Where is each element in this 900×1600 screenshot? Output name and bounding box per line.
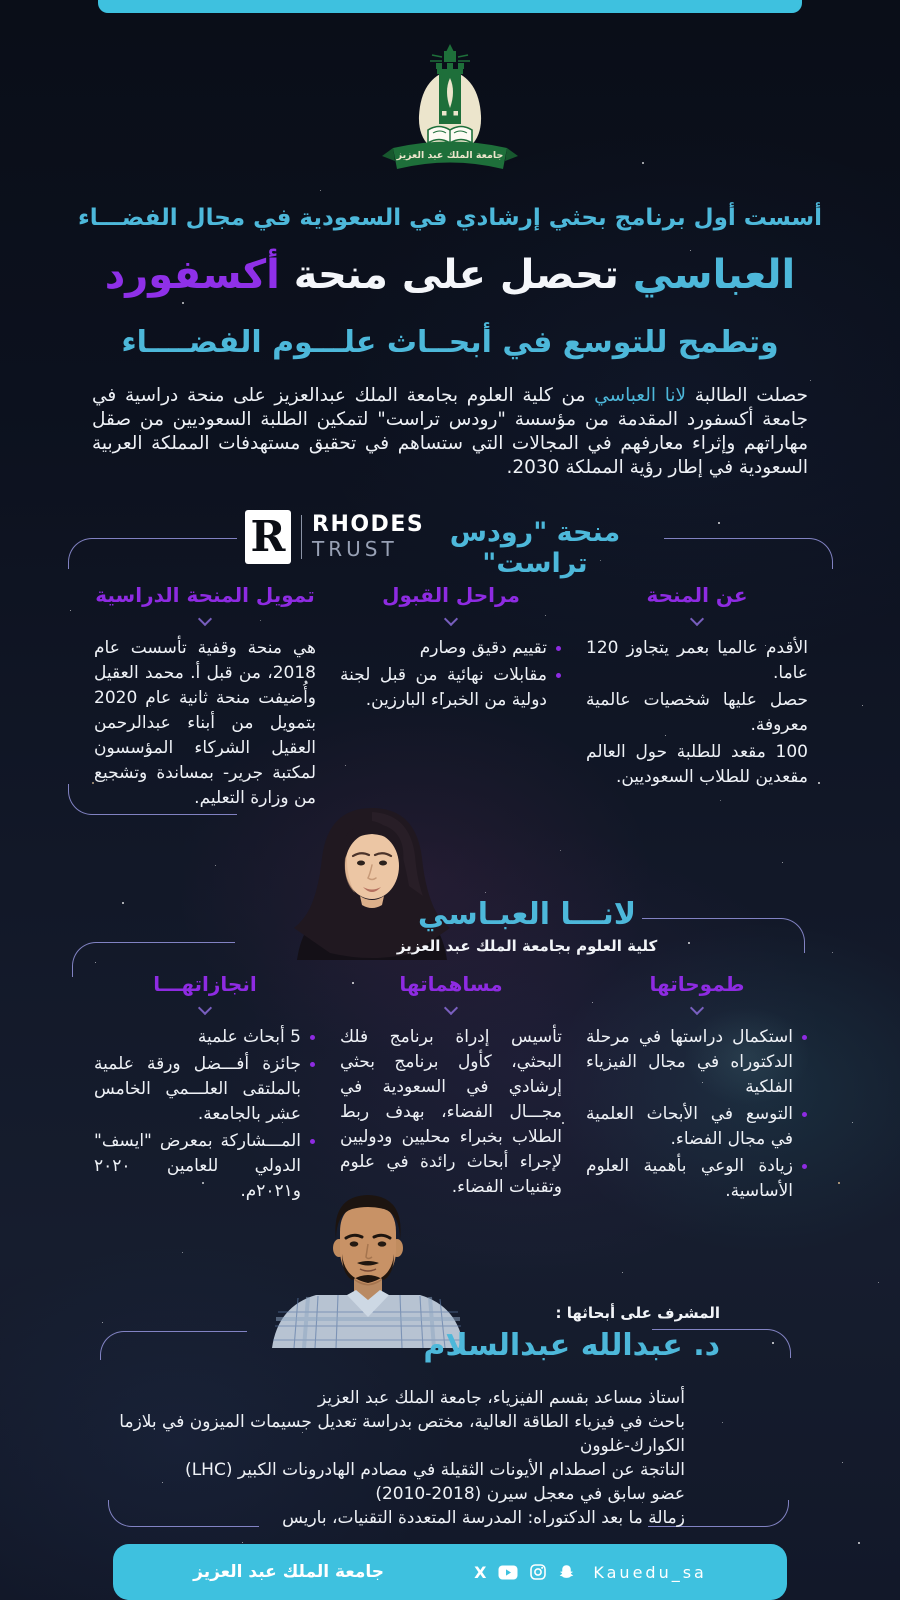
lana-header	[377, 897, 677, 955]
section-bracket	[664, 538, 833, 569]
chevron-down-icon	[444, 612, 458, 626]
rhodes-word: RHODES	[312, 511, 425, 537]
list-item: مقابلات نهائية من قبل لجنة دولية من الخبراء البارزين.	[340, 663, 562, 713]
column-about-grant	[586, 583, 808, 811]
column-achievements	[94, 972, 316, 1206]
list-item: حصل عليها شخصيات عالمية معروفة.	[586, 690, 808, 735]
chevron-down-icon	[198, 612, 212, 626]
man-portrait-icon	[252, 1190, 484, 1348]
bio-line: باحث في فيزياء الطاقة العالية، مختص بدراسة تعديل جسيمات الميزون في بلازما الكوارك-غلوون	[119, 1412, 685, 1456]
list-item: زيادة الوعي بأهمية العلوم الأساسية.	[586, 1154, 808, 1204]
lana-name: لانـــا العبـاسي	[417, 897, 637, 932]
rhodes-r-mark-icon	[245, 510, 291, 564]
footer-social-handle: Kauedu_sa	[593, 1562, 707, 1582]
bio-line: زمالة ما بعد الدكتوراه: المدرسة المتعددة التقنيات، باريس	[282, 1508, 685, 1528]
headline-middle: تحصل على منحة	[279, 252, 619, 298]
column-admission-stages	[340, 583, 562, 811]
headline-bottom-line: وتطمح للتوسع في أبحــاث علـــوم الفضــــاء	[121, 325, 779, 360]
supervisor-label: المشرف على أبحاثها :	[555, 1304, 720, 1322]
kau-banner-text: جامعة الملك عبد العزيز	[396, 150, 504, 161]
list-item: المـــشاركة بمعرض "ايسف" الدولي للعامين ٢٠٢٠ و٢٠٢١م.	[94, 1129, 316, 1204]
section-bracket	[68, 538, 237, 569]
chevron-down-icon	[198, 1001, 212, 1015]
column-contributions	[340, 972, 562, 1206]
student-name-highlight: لانا العباسي	[594, 385, 687, 406]
list-item: الأقدم عالميا بعمر يتجاوز 120 عاما.	[586, 638, 808, 683]
column-heading: مراحل القبول	[382, 583, 520, 607]
list-item: جائزة أفـــضل ورقة علمية بالملتقى العلـــمي الخامس عشر بالجامعة.	[94, 1052, 316, 1127]
logo-divider	[301, 515, 302, 559]
list-item: تقييم دقيق وصارم	[340, 636, 562, 661]
x-twitter-icon: X	[474, 1562, 487, 1582]
column-paragraph: هي منحة وقفية تأسست عام 2018، من قبل أ. محمد العقيل وأُضيفت منحة ثانية عام 2020 بتمويل من أبناء عبدالرحمن العقيل الشركاء المؤسسون لمكتبة جرير- بمساندة وتشجيع من وزارة التعليم.	[94, 638, 316, 808]
column-heading: طموحاتها	[649, 972, 745, 996]
list-item: 5 أبحاث علمية	[94, 1025, 316, 1050]
bio-line: عضو سابق في معجل سيرن (2018-2010)	[375, 1484, 685, 1504]
rhodes-letter: R	[250, 512, 286, 561]
headline-main-line	[50, 252, 850, 298]
lana-columns	[92, 972, 808, 1206]
list-item: 100 مقعد للطلبة حول العالم مقعدين للطلاب السعوديين.	[586, 742, 808, 787]
intro-text: من كلية العلوم بجامعة الملك عبدالعزيز على منحة دراسية في جامعة أكسفورد المقدمة من مؤسسة "رودس تراست" لتمكين الطلبة السعوديين من صقل مهاراتهم وإثراء معارفهم في المجالات التي ستساهم في تحقيق مستهدفات المملكة العربية السعودية في إطار رؤية المملكة 2030.	[92, 385, 808, 478]
snapchat-icon	[558, 1564, 575, 1581]
section-bracket	[100, 1331, 247, 1360]
list-item: التوسع في الأبحاث العلمية في مجال الفضاء.	[586, 1102, 808, 1152]
starfield-layer	[0, 0, 2, 2]
kau-emblem-icon	[375, 44, 525, 184]
bio-line: الناتجة عن اصطدام الأيونات الثقيلة في مصادم الهادرونات الكبير (LHC)	[185, 1460, 685, 1480]
headline-top-line: أسست أول برنامج بحثي إرشادي في السعودية في مجال الفضـــاء	[77, 205, 823, 231]
supervisor-name: د. عبدالله عبدالسلام	[423, 1328, 720, 1363]
intro-text: حصلت الطالبة	[686, 385, 808, 406]
list-item: استكمال دراستها في مرحلة الدكتوراه في مجال الفيزياء الفلكية	[586, 1025, 808, 1100]
column-heading: انجازاتهـــا	[153, 972, 257, 996]
top-accent-bar	[98, 0, 802, 13]
column-grant-funding	[94, 583, 316, 811]
footer-bar	[113, 1544, 787, 1600]
column-heading: عن المنحة	[646, 583, 748, 607]
rhodes-section-title: منحة "رودس تراست"	[449, 517, 621, 579]
column-paragraph: تأسيس إدراة برنامج فلك البحثي، كأول برنامج بحثي إرشادي في السعودية في مجـــال الفضاء، بهدف ربط الطلاب بخبراء محليين ودوليين لإجراء أبحاث رائدة في علوم وتقنيات الفضاء.	[340, 1027, 562, 1197]
rhodes-columns	[92, 583, 808, 811]
chevron-down-icon	[444, 1001, 458, 1015]
headline-oxford: أكسفورد	[104, 252, 280, 298]
trust-word: TRUST	[312, 537, 398, 562]
chevron-down-icon	[690, 612, 704, 626]
intro-paragraph	[92, 384, 808, 480]
headline-name: العباسي	[618, 252, 796, 298]
column-heading: تمويل المنحة الدراسية	[95, 583, 315, 607]
column-heading: مساهماتها	[399, 972, 503, 996]
supervisor-bio	[110, 1386, 685, 1530]
bio-line: أستاذ مساعد بقسم الفيزياء، جامعة الملك عبد العزيز	[318, 1388, 685, 1408]
kau-university-logo	[375, 44, 525, 184]
footer-university-name: جامعة الملك عبد العزيز	[193, 1562, 385, 1582]
instagram-icon	[530, 1564, 546, 1580]
chevron-down-icon	[690, 1001, 704, 1015]
column-ambitions	[586, 972, 808, 1206]
lana-affiliation: كلية العلوم بجامعة الملك عبد العزيز	[396, 937, 658, 955]
youtube-icon	[498, 1565, 518, 1580]
